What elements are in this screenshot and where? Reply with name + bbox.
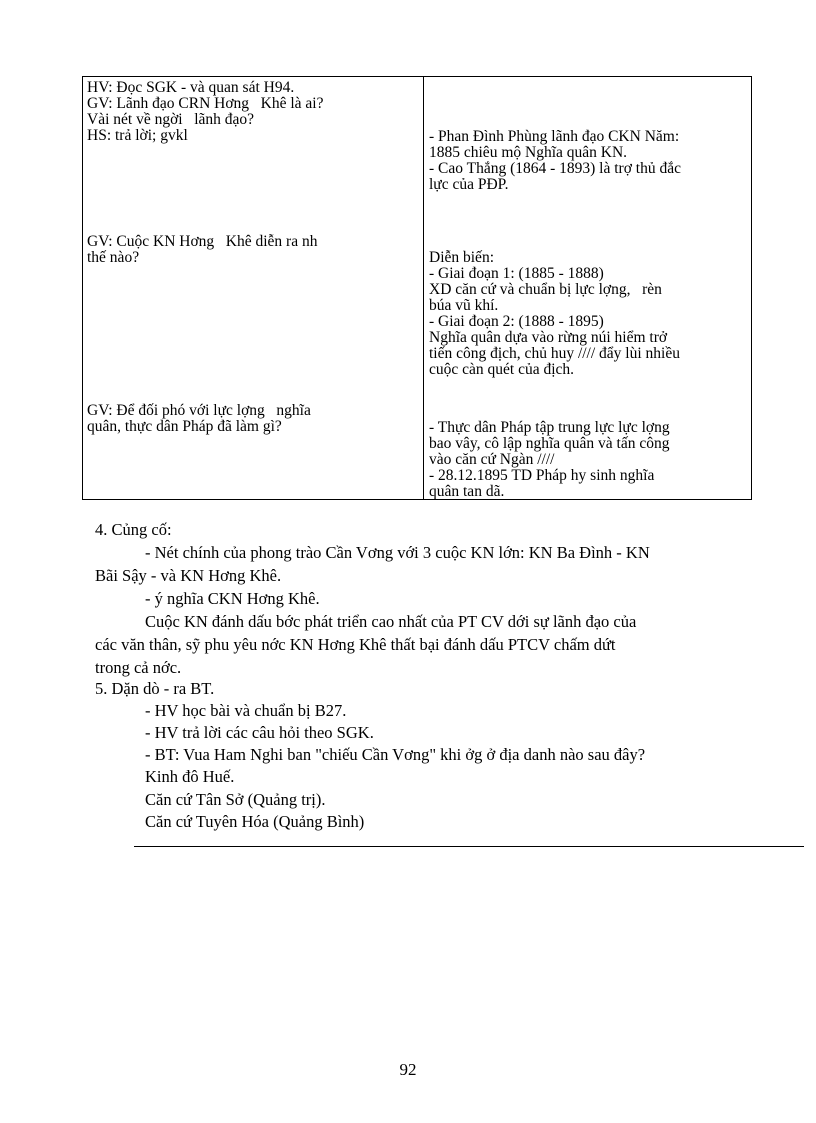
significance-line: các văn thân, sỹ phu yêu nớc KN Hơng Khê thất bại đánh dấu PTCV chấm dứt (95, 635, 616, 654)
page-number: 92 (399, 1060, 417, 1079)
row3-answer-cell: - Thực dân Pháp tập trung lực lực lợng bao vây, cô lập nghĩa quân và tấn công vào căn cứ Ngàn //// - 28.12.1895 TD Pháp hy sinh nghĩa quân tan dã. (429, 419, 670, 500)
row2-question-cell: GV: Cuộc KN Hơng Khê diễn ra nh thế nào? (87, 233, 318, 266)
row1-answer-cell: - Phan Đình Phùng lãnh đạo CKN Năm: 1885 chiêu mộ Nghĩa quân KN. - Cao Thắng (1864 - 1893) là trợ thủ đắc lực của PĐP. (429, 128, 681, 193)
homework-line: - HV trả lời các câu hỏi theo SGK. (145, 723, 374, 742)
homework-line: - HV học bài và chuẩn bị B27. (145, 701, 347, 720)
answer-option: Kinh đô Huế. (145, 767, 235, 786)
lesson-table (82, 76, 752, 500)
row1-question-cell: HV: Đọc SGK - và quan sát H94. GV: Lãnh đạo CRN Hơng Khê là ai? Vài nét về ngời lãnh đạo? HS: trả lời; gvkl (87, 79, 324, 144)
section-heading-homework: 5. Dặn dò - ra BT. (95, 679, 215, 698)
section-heading-consolidation: 4. Củng cố: (95, 520, 172, 539)
homework-question: - BT: Vua Ham Nghi ban "chiếu Cần Vơng" khi ởg ở địa danh nào sau đây? (145, 745, 646, 764)
significance-line: trong cả nớc. (95, 658, 182, 677)
answer-option: Căn cứ Tuyên Hóa (Quảng Bình) (145, 812, 365, 831)
significance-line: Cuộc KN đánh dấu bớc phát triển cao nhất của PT CV dới sự lãnh đạo của (145, 612, 637, 631)
consolidation-line: - Nét chính của phong trào Cần Vơng với 3 cuộc KN lớn: KN Ba Đình - KN (145, 543, 650, 562)
column-divider (423, 77, 424, 499)
footer-rule (134, 846, 804, 847)
consolidation-line: - ý nghĩa CKN Hơng Khê. (145, 589, 320, 608)
answer-option: Căn cứ Tân Sở (Quảng trị). (145, 790, 326, 809)
row2-answer-cell: Diễn biến: - Giai đoạn 1: (1885 - 1888) XD căn cứ và chuẩn bị lực lợng, rèn búa vũ khí. - Giai đoạn 2: (1888 - 1895) Nghĩa quân dựa vào rừng núi hiểm trở tiến công địch, chủ huy //// đẩy lùi nhiều cuộc càn quét của địch. (429, 249, 680, 378)
consolidation-line: Bãi Sậy - và KN Hơng Khê. (95, 566, 282, 585)
row3-question-cell: GV: Để đối phó với lực lợng nghĩa quân, thực dân Pháp đã làm gì? (87, 402, 311, 435)
